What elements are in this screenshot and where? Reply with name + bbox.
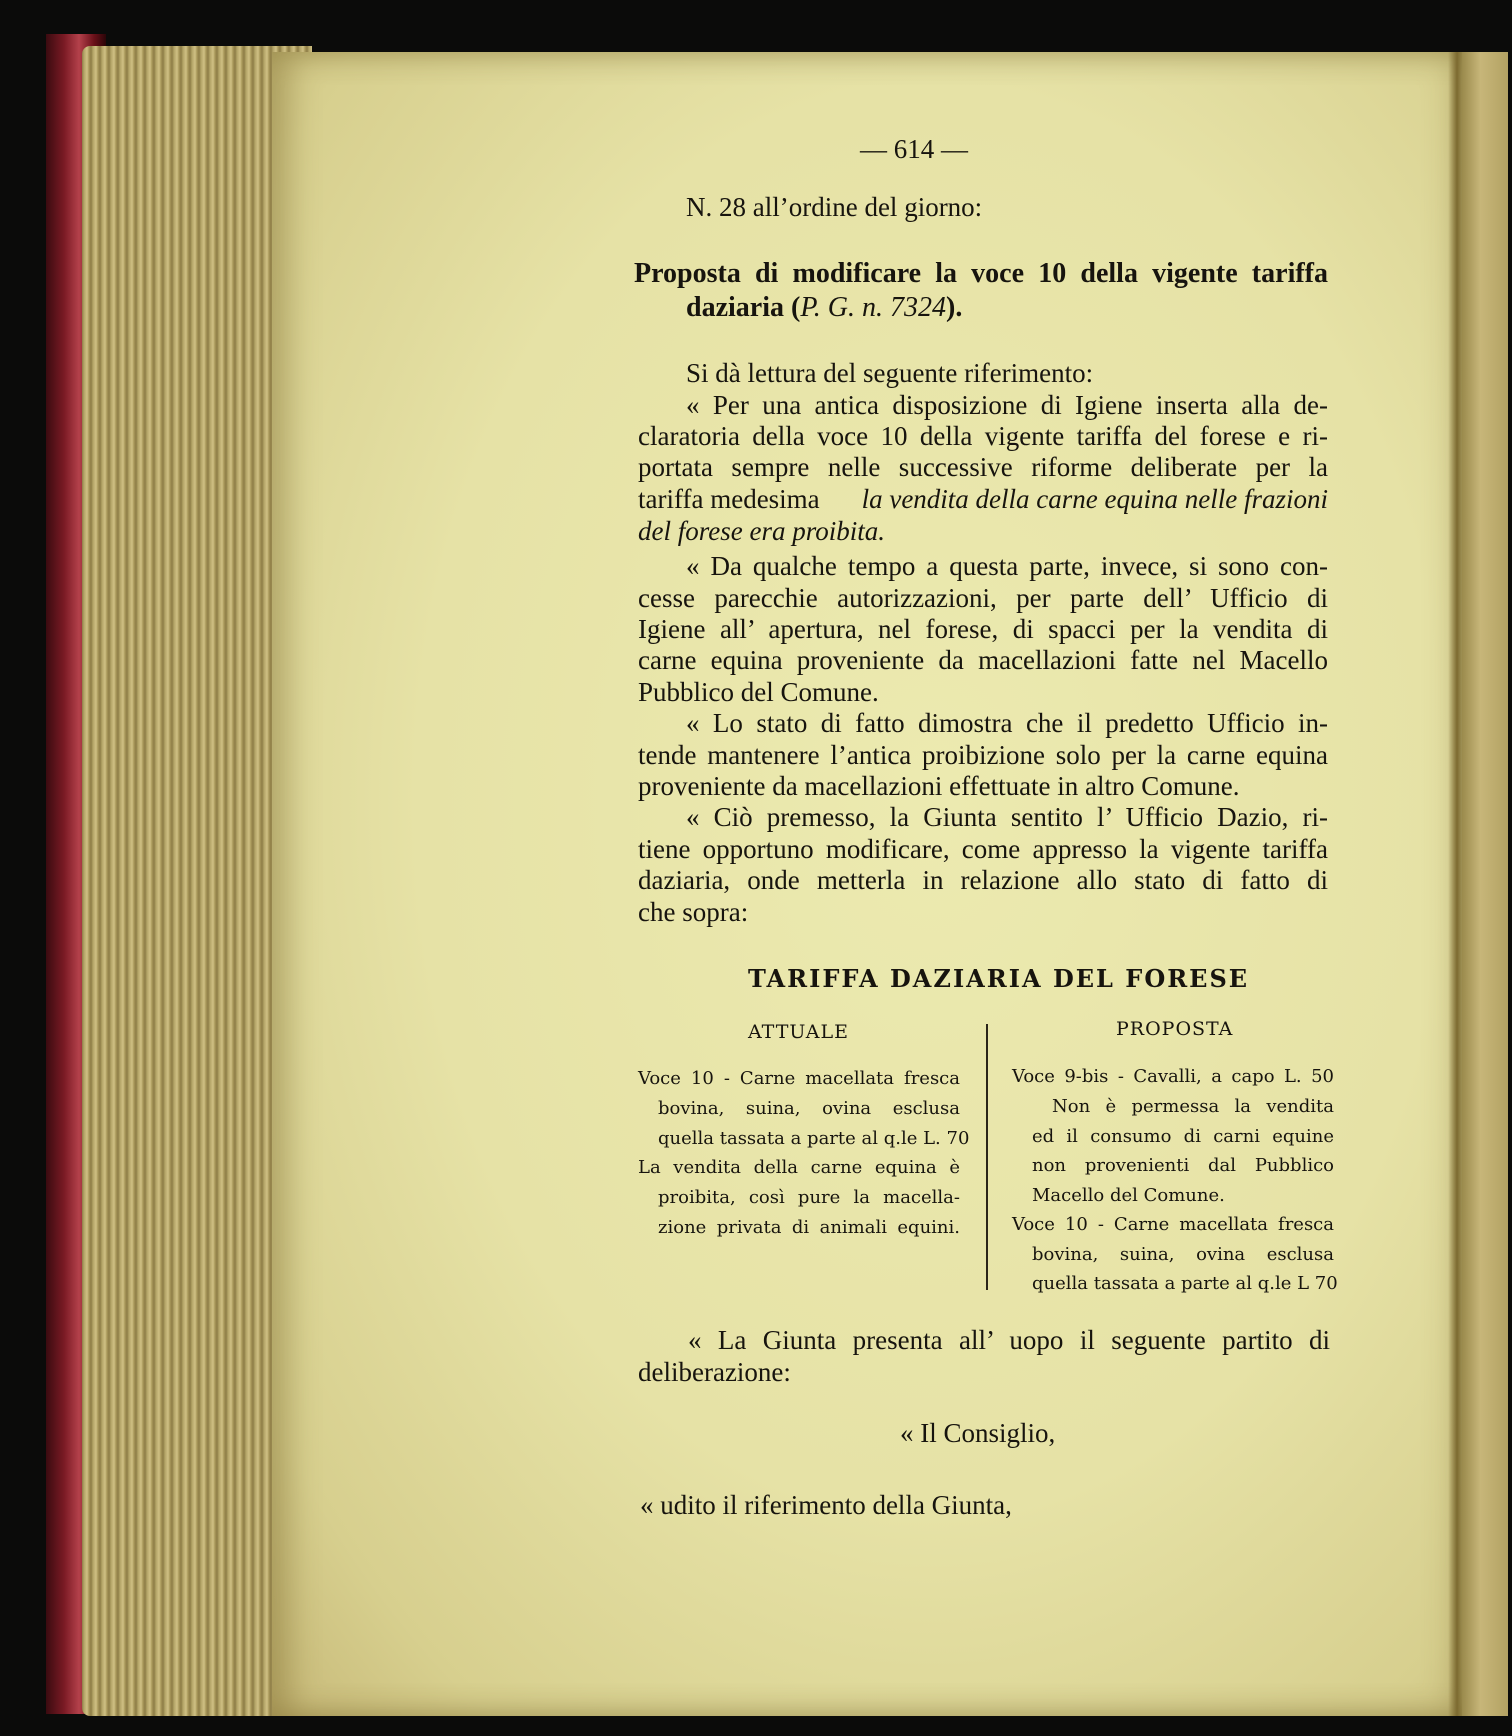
paragraph-line: « Lo stato di fatto dimostra che il predetto Ufficio in- [686,708,1328,738]
consiglio-line: « Il Consiglio, [900,1418,1056,1448]
paragraph-line: deliberazione: [638,1357,791,1387]
paragraph-line: tiene opportuno modificare, come appresso la vigente tariffa [638,834,1328,864]
facing-page-edge [1462,52,1508,1716]
title-line-2: daziaria (P. G. n. 7324). [686,292,963,323]
table-cell-left: proibita, così pure la macella- [658,1187,960,1208]
table-cell-left: Voce 10 - Carne macellata fresca [638,1068,960,1089]
table-cell-right: Macello del Comune. [1032,1185,1225,1206]
table-header-proposta: PROPOSTA [1116,1018,1234,1040]
table-cell-left: bovina, suina, ovina esclusa [658,1098,960,1119]
table-cell-right: non provenienti dal Pubblico [1032,1155,1334,1176]
agenda-item: N. 28 all’ordine del giorno: [686,192,983,222]
paragraph-line: Pubblico del Comune. [638,677,879,707]
table-divider [986,1024,988,1290]
table-cell-left: zione privata di animali equini. [658,1217,960,1238]
table-cell-left: La vendita della carne equina è [638,1157,960,1178]
paragraph-line: « Ciò premesso, la Giunta sentito l’ Ufficio Dazio, ri- [686,802,1328,832]
table-cell-right: Voce 10 - Carne macellata fresca [1012,1214,1334,1235]
table-cell-right: Voce 9-bis - Cavalli, a capo L. 50 [1012,1066,1334,1087]
udito-line: « udito il riferimento della Giunta, [640,1490,1012,1520]
paragraph-line: « Per una antica disposizione di Igiene inserta alla de- [686,390,1328,420]
table-title: TARIFFA DAZIARIA DEL FORESE [748,964,1250,993]
paragraph-line: carne equina proveniente da macellazioni fatte nel Macello [638,645,1328,675]
title-line-1: Proposta di modificare la voce 10 della vigente tariffa [634,258,1328,289]
paragraph-line: daziaria, onde metterla in relazione allo stato di fatto di [638,865,1328,895]
paragraph-line: che sopra: [638,897,749,927]
paragraph-line: tariffa medesima la vendita della carne equina nelle frazioni [638,484,1328,514]
paragraph-line: « La Giunta presenta all’ uopo il seguente partito di [688,1325,1330,1355]
table-cell-left: quella tassata a parte al q.le L. 70 [658,1128,970,1149]
table-cell-right: bovina, suina, ovina esclusa [1032,1244,1334,1265]
paragraph-line: claratoria della voce 10 della vigente tariffa del forese e ri- [638,421,1328,451]
table-cell-right: quella tassata a parte al q.le L 70 [1032,1273,1338,1294]
paragraph-line: « Da qualche tempo a questa parte, invece, si sono con- [686,551,1328,581]
table-cell-right: Non è permessa la vendita [1052,1096,1334,1117]
intro-line: Si dà lettura del seguente riferimento: [686,358,1094,388]
paragraph-line: tende mantenere l’antica proibizione solo per la carne equina [638,740,1328,770]
table-header-attuale: ATTUALE [748,1021,850,1043]
paragraph-line: proveniente da macellazioni effettuate in altro Comune. [638,771,1240,801]
paragraph-line: Igiene all’ apertura, nel forese, di spacci per la vendita di [638,614,1328,644]
table-cell-right: ed il consumo di carni equine [1032,1126,1334,1147]
paragraph-line: cesse parecchie autorizzazioni, per parte dell’ Ufficio di [638,583,1328,613]
paragraph-line: del forese era proibita. [638,516,885,546]
page-number: — 614 — [860,134,968,164]
paragraph-line: portata sempre nelle successive riforme deliberate per la [638,452,1328,482]
